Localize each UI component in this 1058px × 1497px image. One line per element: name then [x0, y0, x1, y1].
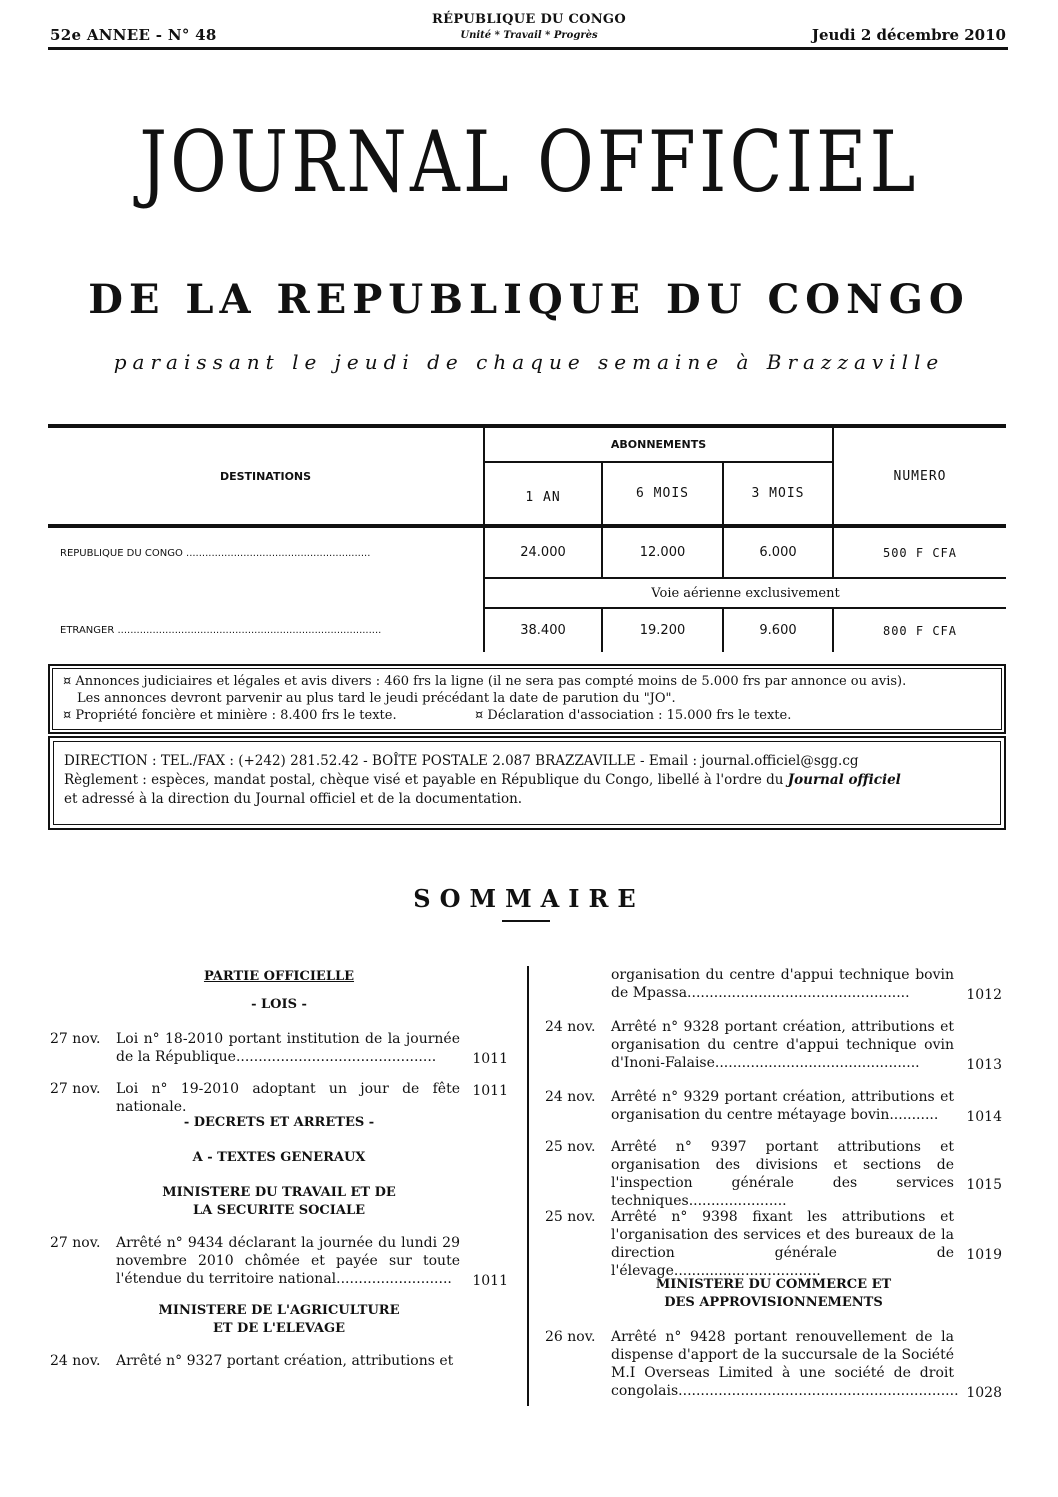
entry-page: 1011: [472, 1083, 508, 1099]
entry-page: 1019: [966, 1247, 1002, 1263]
col-6-mois: 6 MOIS: [602, 462, 723, 526]
entry-text: Arrêté n° 9328 portant création, attributions et organisation du centre d'appui technique ovin d'Inoni-Falaise..............................................: [611, 1019, 954, 1071]
entry-date: 24 nov.: [50, 1353, 101, 1369]
republic-name: RÉPUBLIQUE DU CONGO: [432, 12, 626, 27]
subscription-table: [48, 424, 1006, 652]
lois-heading: - LOIS -: [251, 997, 307, 1012]
national-motto: Unité * Travail * Progrès: [460, 30, 598, 41]
numero-header: NUMERO: [833, 426, 1006, 526]
entry-text: Arrêté n° 9329 portant création, attributions et organisation du centre métayage bovin...........: [611, 1089, 954, 1123]
toc-right-column: [545, 966, 1002, 1402]
entry-date: 24 nov.: [545, 1019, 596, 1035]
payment-terms: Règlement : espèces, mandat postal, chèque visé et payable en République du Congo, libellé à l'ordre du: [64, 772, 788, 788]
numero-etranger: 800 F CFA: [833, 608, 1006, 652]
ministere-travail-heading: [50, 1184, 508, 1220]
rate-etranger-3mois: 9.600: [723, 608, 833, 652]
entry-page: 1011: [472, 1273, 508, 1289]
notice-property: ¤ Propriété foncière et minière : 8.400 frs le texte.: [63, 708, 397, 723]
issue-number: 52e ANNEE - N° 48: [50, 26, 217, 44]
toc-entry: [545, 1018, 1002, 1074]
entry-date: 25 nov.: [545, 1209, 596, 1225]
toc-entry: [50, 1030, 508, 1068]
textes-generaux-heading: A - TEXTES GENERAUX: [192, 1150, 366, 1165]
entry-date: 25 nov.: [545, 1139, 596, 1155]
toc-left-column: [50, 966, 508, 1372]
entry-text: Arrêté n° 9327 portant création, attributions et: [116, 1353, 454, 1369]
entry-date: 27 nov.: [50, 1235, 101, 1251]
entry-text: Arrêté n° 9434 déclarant la journée du lundi 29 novembre 2010 chômée et payée sur toute l'étendue du territoire national..........................: [116, 1235, 460, 1287]
ministere-line: LA SECURITE SOCIALE: [192, 1203, 365, 1218]
ministere-agriculture-heading: [50, 1302, 508, 1338]
direction-box: [48, 736, 1006, 830]
column-divider: [527, 966, 529, 1406]
col-3-mois: 3 MOIS: [723, 462, 833, 526]
entry-text: Arrêté n° 9428 portant renouvellement de la dispense d'apport de la succursale de la Société M.I Overseas Limited à une société de droit congolais...............................................................: [611, 1329, 959, 1399]
entry-text: Arrêté n° 9398 fixant les attributions et l'organisation des services et des bureaux de la direction générale de l'élevage.................................: [611, 1209, 954, 1279]
entry-text: Loi n° 19-2010 adoptant un jour de fête nationale.: [116, 1081, 460, 1115]
journal-title: JOURNAL OFFICIEL: [139, 113, 919, 211]
notice-line-1: ¤ Annonces judiciaires et légales et avis divers : 460 frs la ligne (il ne sera pas compté moins de 5.000 frs par annonce ou avis).: [63, 674, 907, 689]
air-note: Voie aérienne exclusivement: [484, 578, 1006, 608]
col-1-an: 1 AN: [484, 462, 602, 526]
ministere-line: MINISTERE DE L'AGRICULTURE: [158, 1303, 400, 1318]
numero-congo: 500 F CFA: [833, 526, 1006, 578]
destinations-header: DESTINATIONS: [219, 469, 312, 483]
toc-entry: [545, 1208, 1002, 1279]
direction-contact: DIRECTION : TEL./FAX : (+242) 281.52.42 - BOÎTE POSTALE 2.087 BRAZZAVILLE - Email : journal.officiel@sgg.cg: [64, 753, 859, 769]
ministere-line: DES APPROVISIONNEMENTS: [664, 1295, 883, 1310]
entry-page: 1028: [966, 1385, 1002, 1401]
issue-date: Jeudi 2 décembre 2010: [811, 26, 1006, 44]
toc-entry: [545, 1088, 1002, 1126]
payment-payee: Journal officiel: [787, 772, 901, 788]
notice-line-2: Les annonces devront parvenir au plus tard le jeudi précédant la date de parution du "JO".: [77, 691, 676, 706]
entry-date: 26 nov.: [545, 1329, 596, 1345]
entry-text: organisation du centre d'appui technique bovin de Mpassa..................................................: [611, 967, 954, 1001]
header-rule: [48, 47, 1008, 50]
ministere-line: ET DE L'ELEVAGE: [212, 1321, 346, 1336]
payment-address: et adressé à la direction du Journal officiel et de la documentation.: [64, 791, 523, 807]
ministere-line: MINISTERE DU TRAVAIL ET DE: [162, 1185, 396, 1200]
row-label-congo: REPUBLIQUE DU CONGO ..........................................................: [48, 526, 484, 578]
entry-page: 1012: [966, 987, 1002, 1003]
ministere-line: MINISTERE DU COMMERCE ET: [655, 1277, 892, 1292]
publication-tagline: paraissant le jeudi de chaque semaine à Brazzaville: [113, 350, 945, 374]
entry-page: 1013: [966, 1057, 1002, 1073]
row-label-etranger: ETRANGER ...................................................................................: [60, 624, 382, 636]
entry-date: 24 nov.: [545, 1089, 596, 1105]
toc-entry: [545, 1328, 1002, 1402]
entry-date: 27 nov.: [50, 1031, 101, 1047]
notice-association: ¤ Déclaration d'association : 15.000 frs le texte.: [475, 708, 792, 723]
toc-entry: [50, 1352, 508, 1372]
rate-congo-6mois: 12.000: [602, 526, 723, 578]
toc-entry: [50, 1080, 508, 1115]
entry-date: 27 nov.: [50, 1081, 101, 1097]
entry-text: Loi n° 18-2010 portant institution de la journée de la République.............................................: [116, 1031, 460, 1065]
rate-etranger-1an: 38.400: [484, 608, 602, 652]
decrets-heading: - DECRETS ET ARRETES -: [183, 1115, 375, 1130]
entry-page: 1011: [472, 1051, 508, 1067]
entry-text: Arrêté n° 9397 portant attributions et organisation des divisions et sections de l'inspection générale des services techniques......................: [611, 1139, 954, 1209]
partie-officielle-heading: PARTIE OFFICIELLE: [203, 969, 355, 984]
entry-page: 1015: [966, 1177, 1002, 1193]
toc-entry: [545, 1138, 1002, 1209]
ministere-commerce-heading: [545, 1276, 1002, 1312]
notices-box: [48, 664, 1006, 734]
toc-entry: [50, 1234, 508, 1290]
sommaire-heading: SOMMAIRE: [413, 884, 645, 913]
rate-congo-3mois: 6.000: [723, 526, 833, 578]
abonnements-header: ABONNEMENTS: [484, 426, 833, 462]
rate-congo-1an: 24.000: [484, 526, 602, 578]
journal-subtitle: DE LA REPUBLIQUE DU CONGO: [88, 276, 970, 323]
rate-etranger-6mois: 19.200: [602, 608, 723, 652]
toc-entry: [545, 966, 1002, 1004]
sommaire-rule: [502, 920, 550, 922]
entry-page: 1014: [966, 1109, 1002, 1125]
